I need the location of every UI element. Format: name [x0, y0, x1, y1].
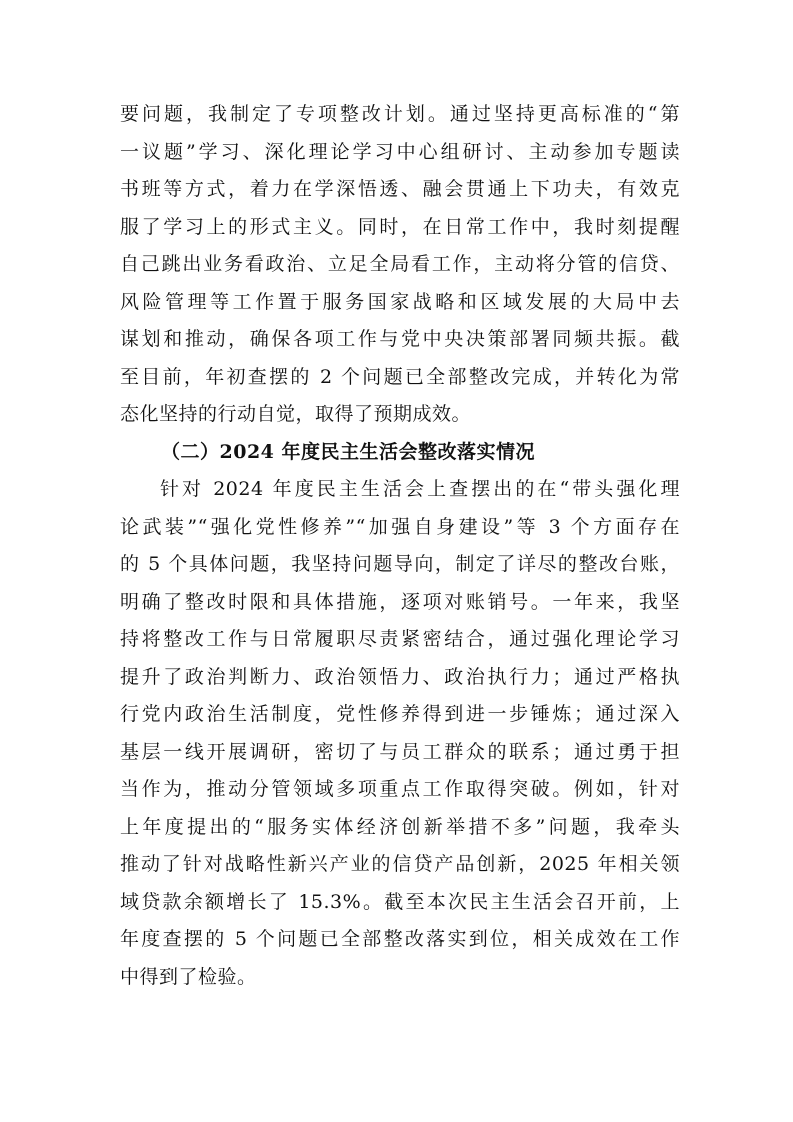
paragraph-line: 上年度提出的“服务实体经济创新举措不多”问题，我牵头 [120, 815, 680, 838]
paragraph-line: 论武装”“强化党性修养”“加强自身建设”等 3 个方面存在 [120, 515, 680, 538]
paragraph-line: 针对 2024 年度民主生活会上查摆出的在“带头强化理 [160, 478, 680, 500]
paragraph-line: 书班等方式，着力在学深悟透、融会贯通上下功夫，有效克 [120, 178, 680, 200]
paragraph-2 [120, 471, 680, 996]
paragraph-line: 服了学习上的形式主义。同时，在日常工作中，我时刻提醒 [120, 215, 680, 238]
section-heading: （二）2024 年度民主生活会整改落实情况 [161, 440, 535, 463]
paragraph-line: 行党内政治生活制度，党性修养得到进一步锤炼；通过深入 [120, 703, 680, 725]
paragraph-line: 中得到了检验。 [120, 965, 257, 988]
paragraph-line: 当作为，推动分管领域多项重点工作取得突破。例如，针对 [120, 778, 680, 800]
paragraph-line: 至目前，年初查摆的 2 个问题已全部整改完成，并转化为常 [120, 365, 680, 388]
paragraph-line: 要问题，我制定了专项整改计划。通过坚持更高标准的“第 [120, 103, 680, 125]
paragraph-line: 明确了整改时限和具体措施，逐项对账销号。一年来，我坚 [120, 590, 680, 613]
paragraph-line: 域贷款余额增长了 15.3%。截至本次民主生活会召开前，上 [120, 890, 680, 913]
paragraph-line: 自己跳出业务看政治、立足全局看工作，主动将分管的信贷、 [120, 253, 680, 275]
paragraph-line: 持将整改工作与日常履职尽责紧密结合，通过强化理论学习 [120, 628, 680, 650]
paragraph-line: 风险管理等工作置于服务国家战略和区域发展的大局中去 [120, 290, 680, 313]
paragraph-1 [120, 96, 680, 434]
paragraph-line: 年度查摆的 5 个问题已全部整改落实到位，相关成效在工作 [120, 928, 680, 950]
paragraph-line: 谋划和推动，确保各项工作与党中央决策部署同频共振。截 [120, 328, 680, 350]
document-body [120, 96, 680, 996]
paragraph-line: 的 5 个具体问题，我坚持问题导向，制定了详尽的整改台账， [120, 553, 680, 575]
paragraph-line: 基层一线开展调研，密切了与员工群众的联系；通过勇于担 [120, 740, 680, 763]
paragraph-line: 提升了政治判断力、政治领悟力、政治执行力；通过严格执 [120, 665, 680, 688]
paragraph-line: 态化坚持的行动自觉，取得了预期成效。 [120, 403, 472, 425]
paragraph-line: 一议题”学习、深化理论学习中心组研讨、主动参加专题读 [120, 140, 680, 163]
paragraph-line: 推动了针对战略性新兴产业的信贷产品创新，2025 年相关领 [120, 853, 680, 875]
